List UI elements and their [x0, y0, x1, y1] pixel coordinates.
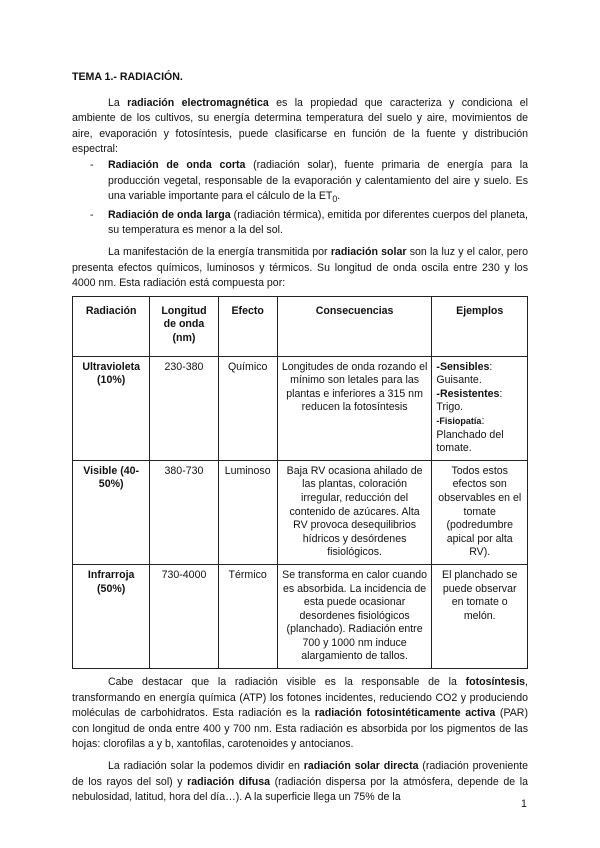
cell-consequence: Se transforma en calor cuando es absorbida. La incidencia de esta puede ocasionar desordenes fisiológicos (planchado). Radiación entre 700 y 1000 nm induce alargamiento de tallos. — [277, 564, 432, 668]
example-key: -Resistentes — [436, 387, 500, 400]
cell-examples: Todos estos efectos son observables en el tomate (podredumbre apical por alta RV). — [432, 460, 528, 564]
paragraph-bold-term: radiación fotosintéticamente activa — [314, 707, 496, 720]
list-item-text: (radiación térmica), emitida por diferentes cuerpos del planeta, su temperatura es menor a la del sol. — [108, 208, 528, 237]
cell-wavelength: 730-4000 — [150, 564, 218, 668]
radiation-type-list — [72, 158, 528, 239]
header-wavelength: Longitud de onda (nm) — [150, 296, 218, 356]
header-consequences: Consecuencias — [277, 296, 432, 356]
header-radiation: Radiación — [73, 296, 150, 356]
cell-examples — [432, 356, 528, 460]
solar-division-paragraph — [72, 759, 528, 806]
paragraph-text: Cabe destacar que la radiación visible es la responsable de la — [108, 676, 466, 689]
page-number: 1 — [521, 798, 527, 810]
paragraph-bold-term: fotosíntesis — [465, 676, 526, 689]
example-text: : Trigo. — [436, 387, 503, 414]
header-effect: Efecto — [218, 296, 277, 356]
cell-radiation: Infrarroja (50%) — [73, 564, 150, 668]
cell-effect: Luminoso — [218, 460, 277, 564]
example-key: -Fisiopatía — [436, 415, 482, 426]
intro-paragraph — [72, 96, 528, 158]
cell-radiation: Visible (40-50%) — [73, 460, 150, 564]
list-item-bold: Radiación de onda larga — [108, 208, 231, 221]
intro-text-post: es la propiedad que caracteriza y condiciona el ambiente de los cultivos, su energía determina temperatura del suelo y aire, movimientos de aire, evaporación y fotosíntesis, puede clasificarse en función de la fuente y distribución espectral: — [72, 96, 528, 156]
document-page — [72, 70, 528, 806]
table-row — [73, 356, 528, 460]
cell-wavelength: 230-380 — [150, 356, 218, 460]
paragraph-bold-term: radiación difusa — [187, 775, 271, 788]
table-header-row — [73, 296, 528, 356]
table-row — [73, 564, 528, 668]
table-row — [73, 460, 528, 564]
solar-paragraph — [72, 245, 528, 292]
photosynthesis-paragraph — [72, 675, 528, 753]
page-title: TEMA 1.- RADIACIÓN. — [72, 71, 183, 83]
paragraph-text: , transformando en energía química (ATP) los fotones incidentes, reduciendo CO2 y produciendo moléculas de carbohidratos. Esta radiación es la — [72, 676, 528, 720]
cell-radiation: Ultravioleta (10%) — [73, 356, 150, 460]
intro-bold-term: radiación electromagnética — [127, 96, 269, 109]
list-item — [72, 208, 528, 239]
solar-text-post: son la luz y el calor, pero presenta efectos químicos, luminosos y térmicos. Su longitud de onda oscila entre 230 y los 4000 nm. Esta radiación está compuesta por: — [72, 246, 528, 290]
example-key: -Sensibles — [436, 360, 490, 373]
paragraph-text: (PAR) con longitud de onda entre 400 y 700 nm. Esta radiación es absorbida por los pigmentos de las hojas: clorofilas a y b, xantofilas, carotenoides y antocianos. — [72, 707, 528, 751]
intro-text-pre: La — [108, 96, 128, 109]
list-item — [72, 158, 528, 208]
example-text: : Planchado del tomate. — [436, 414, 504, 455]
cell-effect: Térmico — [218, 564, 277, 668]
list-item-tail: . — [337, 190, 341, 203]
cell-effect: Químico — [218, 356, 277, 460]
paragraph-bold-term: radiación solar directa — [303, 760, 419, 773]
solar-bold-term: radiación solar — [330, 246, 407, 259]
cell-consequence: Baja RV ocasiona ahilado de las plantas, coloración irregular, reducción del contenido de azúcares. Alta RV provoca desequilibrios hídricos y desórdenes fisiológicos. — [277, 460, 432, 564]
paragraph-text: La radiación solar la podemos dividir en — [108, 760, 304, 773]
paragraph-text: (radiación proveniente de los rayos del sol) y — [72, 760, 528, 788]
example-text: : Guisante. — [436, 360, 493, 387]
cell-wavelength: 380-730 — [150, 460, 218, 564]
header-examples: Ejemplos — [432, 296, 528, 356]
paragraph-text: (radiación dispersa por la atmósfera, depende de la nebulosidad, latitud, hora del día…). A la superficie llega un 75% de la — [72, 775, 528, 804]
cell-consequence: Longitudes de onda rozando el mínimo son letales para las plantas e inferiores a 315 nm reducen la fotosíntesis — [277, 356, 432, 460]
solar-text-pre: La manifestación de la energía transmitida por — [108, 246, 331, 259]
list-item-bold: Radiación de onda corta — [108, 158, 246, 171]
cell-examples: El planchado se puede observar en tomate o melón. — [432, 564, 528, 668]
list-item-text: (radiación solar), fuente primaria de energía para la producción vegetal, responsable de la evaporación y calentamiento del aire y suelo. Es una variable importante para el cálculo de la ET — [108, 158, 528, 203]
radiation-table — [72, 296, 528, 669]
list-item-subscript: 0 — [332, 194, 338, 205]
